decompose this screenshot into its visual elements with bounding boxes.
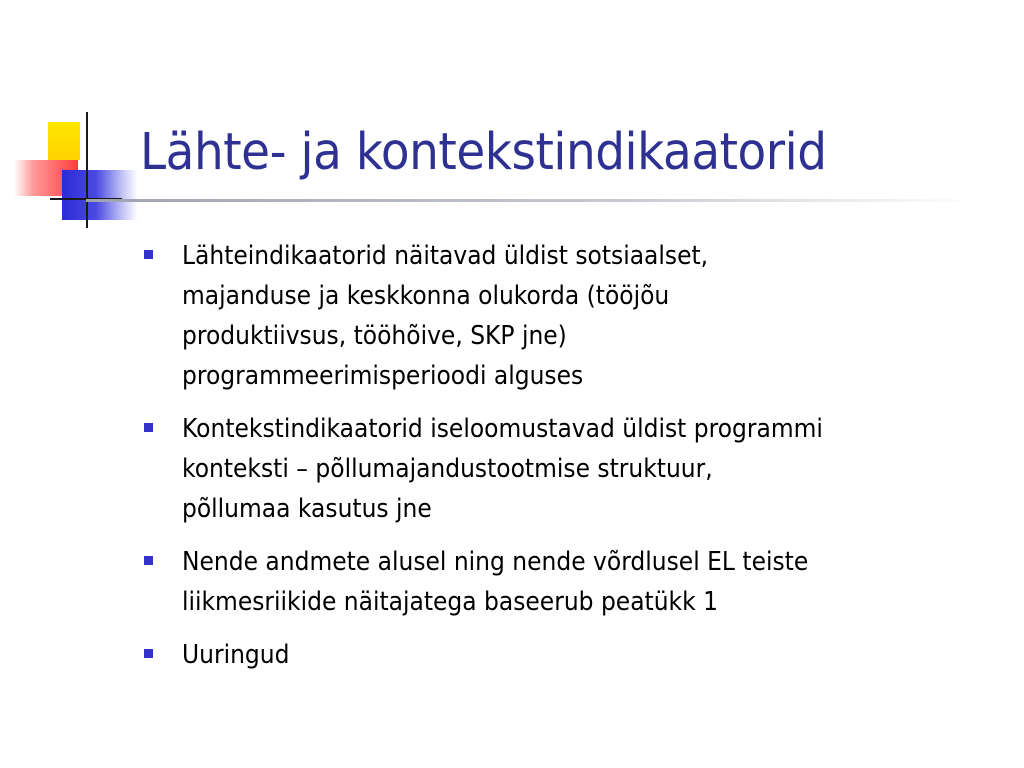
slide-title: Lähte- ja kontekstindikaatorid bbox=[140, 123, 827, 182]
bullet-item bbox=[144, 635, 1004, 675]
bullet-item bbox=[144, 409, 1004, 529]
blue-square-decoration bbox=[62, 170, 138, 220]
bullet-item bbox=[144, 236, 1004, 396]
bullet-line: Uuringud bbox=[182, 640, 290, 670]
yellow-square-decoration bbox=[48, 122, 80, 160]
bullet-line: produktiivsus, tööhõive, SKP jne) bbox=[182, 321, 567, 351]
bullet-square-icon bbox=[144, 250, 153, 259]
bullet-list bbox=[144, 236, 1004, 688]
bullet-line: liikmesriikide näitajatega baseerub peatükk 1 bbox=[182, 587, 718, 617]
bullet-square-icon bbox=[144, 423, 153, 432]
bullet-line: põllumaa kasutus jne bbox=[182, 494, 432, 524]
bullet-line: programmeerimisperioodi alguses bbox=[182, 361, 584, 391]
bullet-line: Kontekstindikaatorid iseloomustavad üldist programmi bbox=[182, 414, 823, 444]
bullet-line: Nende andmete alusel ning nende võrdlusel EL teiste bbox=[182, 547, 809, 577]
bullet-item bbox=[144, 542, 1004, 622]
vertical-line-decoration bbox=[86, 112, 88, 228]
bullet-square-icon bbox=[144, 556, 153, 565]
bullet-line: Lähteindikaatorid näitavad üldist sotsiaalset, bbox=[182, 241, 709, 271]
decorative-logo bbox=[0, 0, 150, 240]
bullet-line: majanduse ja keskkonna olukorda (tööjõu bbox=[182, 281, 670, 311]
bullet-line: konteksti – põllumajandustootmise struktuur, bbox=[182, 454, 713, 484]
bullet-square-icon bbox=[144, 649, 153, 658]
title-underline bbox=[86, 199, 976, 202]
